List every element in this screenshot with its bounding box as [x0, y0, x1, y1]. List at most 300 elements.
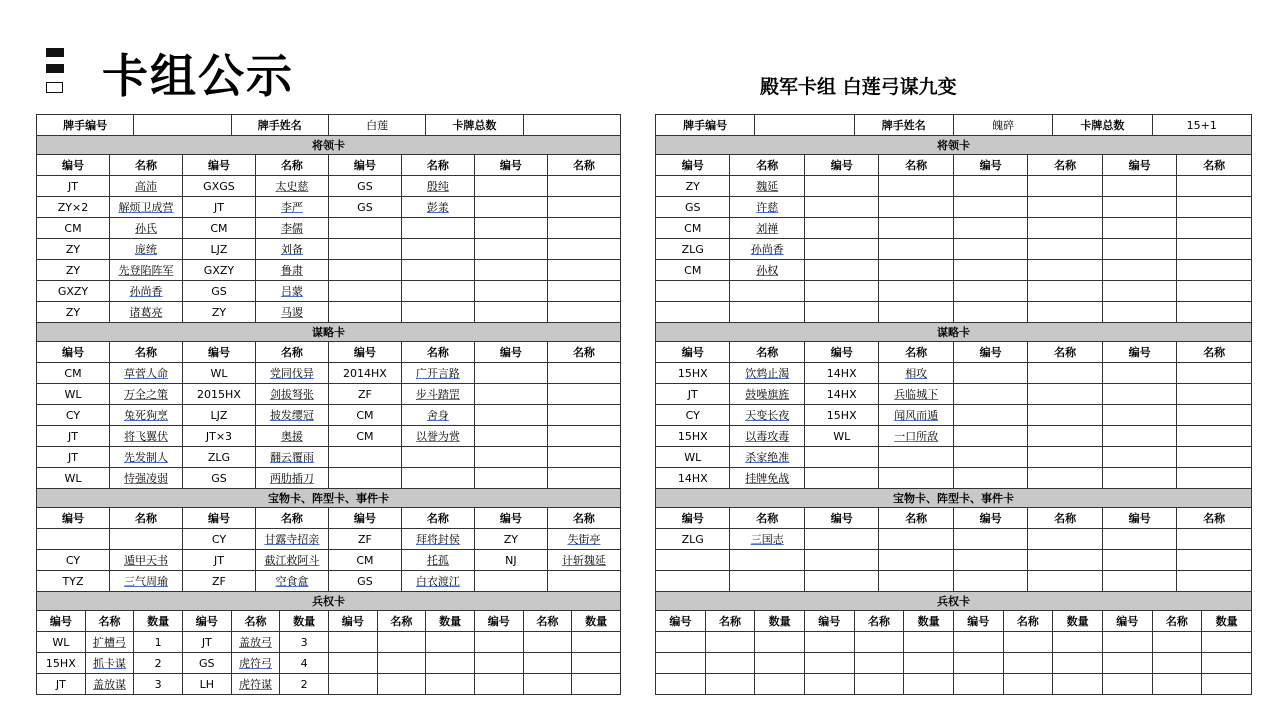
card-cell — [474, 239, 547, 260]
card-cell — [1177, 302, 1252, 323]
card-cell — [705, 674, 755, 695]
card-cell — [1152, 674, 1202, 695]
card-cell — [474, 218, 547, 239]
card-cell — [1028, 405, 1102, 426]
card-cell: 高沛 — [109, 176, 182, 197]
column-header: 编号 — [182, 342, 255, 363]
troop-cards-row — [656, 653, 1252, 674]
card-cell — [755, 632, 805, 653]
card-cell — [1028, 384, 1102, 405]
card-cell: 以誉为赏 — [401, 426, 474, 447]
card-cell — [426, 653, 475, 674]
card-cell — [1028, 426, 1102, 447]
player-info-cell: 卡牌总数 — [1053, 115, 1152, 136]
card-cell: 诸葛亮 — [109, 302, 182, 323]
card-cell — [1102, 529, 1176, 550]
card-cell: CM — [182, 218, 255, 239]
treasure-cards-row — [37, 550, 621, 571]
card-cell: 甘露寺招亲 — [255, 529, 328, 550]
card-cell — [328, 468, 401, 489]
card-cell: WL — [656, 447, 730, 468]
card-cell — [547, 447, 620, 468]
card-cell: 解烦卫成营 — [109, 197, 182, 218]
card-cell: WL — [37, 384, 110, 405]
card-cell — [547, 260, 620, 281]
card-cell — [547, 302, 620, 323]
general-cards-section-row — [37, 136, 621, 155]
card-cell — [1102, 571, 1176, 592]
card-cell — [1028, 550, 1102, 571]
card-cell — [705, 653, 755, 674]
card-cell: GXZY — [182, 260, 255, 281]
card-cell: 刘备 — [255, 239, 328, 260]
column-header: 名称 — [730, 508, 804, 529]
card-cell — [953, 571, 1027, 592]
card-cell: 步斗踏罡 — [401, 384, 474, 405]
card-cell — [1102, 281, 1176, 302]
strategy-cards-row — [37, 384, 621, 405]
card-cell — [1177, 426, 1252, 447]
card-cell: CM — [656, 218, 730, 239]
column-header: 编号 — [1102, 342, 1176, 363]
card-cell — [474, 571, 547, 592]
general-cards-section-title: 将领卡 — [656, 136, 1252, 155]
card-cell — [656, 550, 730, 571]
card-cell: ZLG — [182, 447, 255, 468]
player-info-cell: 魄碎 — [953, 115, 1052, 136]
card-cell: 一口所敌 — [879, 426, 953, 447]
card-cell — [328, 674, 377, 695]
bullet-box-icon — [46, 82, 63, 93]
card-cell: 鼓噪旗旌 — [730, 384, 804, 405]
strategy-cards-section-row — [37, 323, 621, 342]
card-cell: CM — [328, 426, 401, 447]
card-cell — [1177, 468, 1252, 489]
card-cell: 2014HX — [328, 363, 401, 384]
card-cell — [1177, 363, 1252, 384]
card-cell: 14HX — [804, 363, 878, 384]
card-cell: JT — [656, 384, 730, 405]
player-info-cell: 15+1 — [1152, 115, 1251, 136]
column-header: 编号 — [37, 508, 110, 529]
card-cell — [474, 674, 523, 695]
card-cell: 扩槽弓 — [85, 632, 134, 653]
card-cell: 先发制人 — [109, 447, 182, 468]
column-header: 名称 — [255, 155, 328, 176]
card-cell: 4 — [280, 653, 329, 674]
card-cell: ZY×2 — [37, 197, 110, 218]
column-header: 名称 — [523, 611, 572, 632]
card-cell: 殷纯 — [401, 176, 474, 197]
card-cell — [1102, 653, 1152, 674]
card-cell: 李严 — [255, 197, 328, 218]
column-header: 名称 — [547, 342, 620, 363]
card-cell: 彭羕 — [401, 197, 474, 218]
card-cell — [547, 426, 620, 447]
card-cell — [328, 447, 401, 468]
treasure-cards-header-row — [656, 508, 1252, 529]
column-header: 编号 — [328, 342, 401, 363]
card-cell: 鲁肃 — [255, 260, 328, 281]
card-cell — [1102, 176, 1176, 197]
card-cell — [377, 674, 426, 695]
card-cell: 魏延 — [730, 176, 804, 197]
treasure-cards-section-row — [656, 489, 1252, 508]
card-cell — [547, 468, 620, 489]
card-cell — [730, 571, 804, 592]
card-cell — [1053, 674, 1103, 695]
column-header: 名称 — [1028, 342, 1102, 363]
card-cell: GS — [182, 468, 255, 489]
card-cell — [328, 218, 401, 239]
column-header: 名称 — [1028, 155, 1102, 176]
column-header: 编号 — [328, 611, 377, 632]
general-cards-row — [656, 302, 1252, 323]
strategy-cards-row — [656, 363, 1252, 384]
column-header: 名称 — [401, 508, 474, 529]
card-cell: WL — [182, 363, 255, 384]
card-cell — [474, 468, 547, 489]
card-cell — [1152, 653, 1202, 674]
card-cell — [730, 281, 804, 302]
card-cell — [904, 653, 954, 674]
card-cell — [1102, 384, 1176, 405]
card-cell — [401, 218, 474, 239]
card-cell: 挂牌免战 — [730, 468, 804, 489]
card-cell — [109, 529, 182, 550]
card-cell — [953, 632, 1003, 653]
card-cell — [1053, 653, 1103, 674]
card-cell: 遁甲天书 — [109, 550, 182, 571]
column-header: 名称 — [1152, 611, 1202, 632]
column-header: 编号 — [804, 342, 878, 363]
card-cell — [879, 447, 953, 468]
card-cell: 相攻 — [879, 363, 953, 384]
troop-cards-row — [37, 632, 621, 653]
card-cell — [879, 281, 953, 302]
card-cell — [523, 653, 572, 674]
card-cell — [879, 239, 953, 260]
deck-table-right — [655, 114, 1252, 695]
treasure-cards-section-title: 宝物卡、阵型卡、事件卡 — [37, 489, 621, 508]
card-cell — [879, 571, 953, 592]
card-cell: CY — [37, 550, 110, 571]
column-header: 数量 — [426, 611, 475, 632]
strategy-cards-row — [37, 468, 621, 489]
column-header: 名称 — [730, 342, 804, 363]
card-cell — [755, 674, 805, 695]
card-cell — [755, 653, 805, 674]
card-cell — [904, 632, 954, 653]
card-cell: 两肋插刀 — [255, 468, 328, 489]
card-cell — [1028, 239, 1102, 260]
card-cell — [953, 239, 1027, 260]
card-cell — [1177, 571, 1252, 592]
card-cell — [656, 653, 706, 674]
player-info-cell — [134, 115, 231, 136]
card-cell — [377, 632, 426, 653]
general-cards-header-row — [37, 155, 621, 176]
card-cell: 刘禅 — [730, 218, 804, 239]
card-cell: 2 — [134, 653, 183, 674]
general-cards-row — [37, 176, 621, 197]
card-cell: CM — [37, 363, 110, 384]
card-cell: JT — [37, 674, 86, 695]
treasure-cards-row — [656, 529, 1252, 550]
card-cell — [474, 281, 547, 302]
card-cell — [1102, 405, 1176, 426]
card-cell — [1003, 653, 1053, 674]
card-cell: ZY — [182, 302, 255, 323]
card-cell: JT — [182, 550, 255, 571]
card-cell — [1003, 674, 1053, 695]
column-header: 数量 — [904, 611, 954, 632]
strategy-cards-row — [656, 426, 1252, 447]
column-header: 编号 — [474, 611, 523, 632]
card-cell: 舍身 — [401, 405, 474, 426]
column-header: 数量 — [755, 611, 805, 632]
strategy-cards-row — [656, 447, 1252, 468]
column-header: 名称 — [547, 508, 620, 529]
card-cell: 草菅人命 — [109, 363, 182, 384]
general-cards-row — [37, 281, 621, 302]
card-cell: 截江救阿斗 — [255, 550, 328, 571]
column-header: 编号 — [953, 508, 1027, 529]
card-cell: GXZY — [37, 281, 110, 302]
card-cell: 以毒攻毒 — [730, 426, 804, 447]
bullet-bar-icon — [46, 64, 64, 73]
card-cell: 孙尚香 — [109, 281, 182, 302]
card-cell — [547, 218, 620, 239]
card-cell: 将飞翼伏 — [109, 426, 182, 447]
card-cell: GS — [328, 176, 401, 197]
card-cell: 剑拔弩张 — [255, 384, 328, 405]
card-cell — [879, 218, 953, 239]
card-cell: ZY — [474, 529, 547, 550]
strategy-cards-row — [37, 447, 621, 468]
card-cell — [547, 197, 620, 218]
card-cell — [1028, 176, 1102, 197]
card-cell: GXGS — [182, 176, 255, 197]
card-cell: CM — [328, 405, 401, 426]
card-cell: 白衣渡江 — [401, 571, 474, 592]
general-cards-row — [37, 302, 621, 323]
card-cell: 虎符谋 — [231, 674, 280, 695]
card-cell — [1177, 529, 1252, 550]
card-cell: 盖放谋 — [85, 674, 134, 695]
card-cell: GS — [328, 197, 401, 218]
card-cell: 空食盒 — [255, 571, 328, 592]
card-cell: WL — [37, 632, 86, 653]
card-cell: CY — [656, 405, 730, 426]
card-cell — [953, 302, 1027, 323]
card-cell — [1102, 550, 1176, 571]
card-cell — [1102, 218, 1176, 239]
card-cell: ZY — [37, 260, 110, 281]
column-header: 名称 — [255, 342, 328, 363]
card-cell — [879, 176, 953, 197]
column-header: 名称 — [109, 155, 182, 176]
card-cell — [879, 260, 953, 281]
strategy-cards-header-row — [37, 342, 621, 363]
card-cell: 披发缨冠 — [255, 405, 328, 426]
card-cell — [804, 197, 878, 218]
card-cell: CY — [182, 529, 255, 550]
card-cell — [879, 550, 953, 571]
column-header: 编号 — [182, 508, 255, 529]
column-header: 编号 — [656, 611, 706, 632]
general-cards-row — [656, 260, 1252, 281]
card-cell: CM — [328, 550, 401, 571]
player-info-cell — [755, 115, 854, 136]
card-cell — [474, 405, 547, 426]
card-cell — [1177, 197, 1252, 218]
general-cards-row — [656, 239, 1252, 260]
card-cell — [804, 571, 878, 592]
card-cell — [953, 550, 1027, 571]
card-cell — [547, 384, 620, 405]
card-cell: WL — [804, 426, 878, 447]
card-cell — [804, 653, 854, 674]
card-cell — [474, 197, 547, 218]
card-cell — [401, 447, 474, 468]
strategy-cards-section-title: 谋略卡 — [37, 323, 621, 342]
column-header: 编号 — [656, 155, 730, 176]
card-cell — [1028, 281, 1102, 302]
card-cell — [1152, 632, 1202, 653]
card-cell — [1028, 571, 1102, 592]
column-header: 名称 — [401, 342, 474, 363]
card-cell — [1177, 384, 1252, 405]
card-cell: 孙氏 — [109, 218, 182, 239]
column-header: 名称 — [109, 508, 182, 529]
card-cell — [804, 468, 878, 489]
card-cell — [1028, 529, 1102, 550]
card-cell: 杀家绝准 — [730, 447, 804, 468]
card-cell: 孙权 — [730, 260, 804, 281]
general-cards-row — [37, 260, 621, 281]
card-cell — [1028, 218, 1102, 239]
general-cards-row — [37, 239, 621, 260]
card-cell: ZY — [37, 302, 110, 323]
card-cell — [953, 529, 1027, 550]
troop-cards-row — [656, 632, 1252, 653]
card-cell — [328, 281, 401, 302]
card-cell: JT — [37, 176, 110, 197]
card-cell — [656, 571, 730, 592]
column-header: 编号 — [37, 342, 110, 363]
player-info-cell — [523, 115, 620, 136]
column-header: 数量 — [1202, 611, 1252, 632]
column-header: 数量 — [1053, 611, 1103, 632]
player-info-cell: 牌手姓名 — [231, 115, 328, 136]
card-cell: CM — [37, 218, 110, 239]
column-header: 名称 — [1028, 508, 1102, 529]
strategy-cards-row — [37, 426, 621, 447]
general-cards-row — [656, 197, 1252, 218]
card-cell — [1102, 260, 1176, 281]
card-cell: 2 — [280, 674, 329, 695]
card-cell — [328, 632, 377, 653]
card-cell: 拜将封侯 — [401, 529, 474, 550]
card-cell — [474, 302, 547, 323]
strategy-cards-row — [656, 405, 1252, 426]
card-cell — [953, 653, 1003, 674]
troop-cards-row — [37, 653, 621, 674]
card-cell — [1102, 632, 1152, 653]
card-cell: 天变长夜 — [730, 405, 804, 426]
card-cell — [547, 405, 620, 426]
card-cell — [879, 197, 953, 218]
column-header: 名称 — [705, 611, 755, 632]
column-header: 名称 — [1003, 611, 1053, 632]
card-cell — [804, 550, 878, 571]
card-cell — [547, 281, 620, 302]
column-header: 编号 — [804, 155, 878, 176]
general-cards-row — [656, 218, 1252, 239]
general-cards-row — [37, 197, 621, 218]
card-cell — [1177, 550, 1252, 571]
column-header: 数量 — [572, 611, 621, 632]
card-cell — [1102, 363, 1176, 384]
card-cell — [426, 674, 475, 695]
deck-subtitle: 殿军卡组 白莲弓谋九变 — [760, 76, 957, 98]
column-header: 编号 — [474, 155, 547, 176]
card-cell — [474, 176, 547, 197]
strategy-cards-row — [37, 405, 621, 426]
card-cell — [1028, 447, 1102, 468]
card-cell: 三国志 — [730, 529, 804, 550]
card-cell: 饮鸩止渴 — [730, 363, 804, 384]
card-cell: ZLG — [656, 529, 730, 550]
card-cell — [879, 302, 953, 323]
column-header: 名称 — [231, 611, 280, 632]
card-cell — [953, 447, 1027, 468]
card-cell — [953, 363, 1027, 384]
card-cell: JT×3 — [182, 426, 255, 447]
card-cell: 15HX — [804, 405, 878, 426]
player-info-cell: 牌手姓名 — [854, 115, 953, 136]
card-cell — [1102, 426, 1176, 447]
card-cell — [656, 281, 730, 302]
column-header: 编号 — [1102, 508, 1176, 529]
card-cell — [730, 302, 804, 323]
card-cell: CM — [656, 260, 730, 281]
strategy-cards-section-title: 谋略卡 — [656, 323, 1252, 342]
card-cell — [804, 176, 878, 197]
card-cell: JT — [37, 447, 110, 468]
card-cell: 万全之策 — [109, 384, 182, 405]
card-cell — [328, 653, 377, 674]
column-header: 编号 — [656, 342, 730, 363]
card-cell — [953, 468, 1027, 489]
card-cell — [804, 281, 878, 302]
card-cell: 计斩魏延 — [547, 550, 620, 571]
column-header: 编号 — [37, 155, 110, 176]
card-cell: GS — [182, 653, 231, 674]
card-cell — [953, 260, 1027, 281]
column-header: 编号 — [37, 611, 86, 632]
card-cell: GS — [328, 571, 401, 592]
card-cell — [1102, 674, 1152, 695]
card-cell — [37, 529, 110, 550]
strategy-cards-row — [656, 468, 1252, 489]
card-cell: 吕蒙 — [255, 281, 328, 302]
treasure-cards-row — [656, 571, 1252, 592]
column-header: 名称 — [879, 508, 953, 529]
player-info-cell: 牌手编号 — [37, 115, 134, 136]
card-cell — [401, 239, 474, 260]
